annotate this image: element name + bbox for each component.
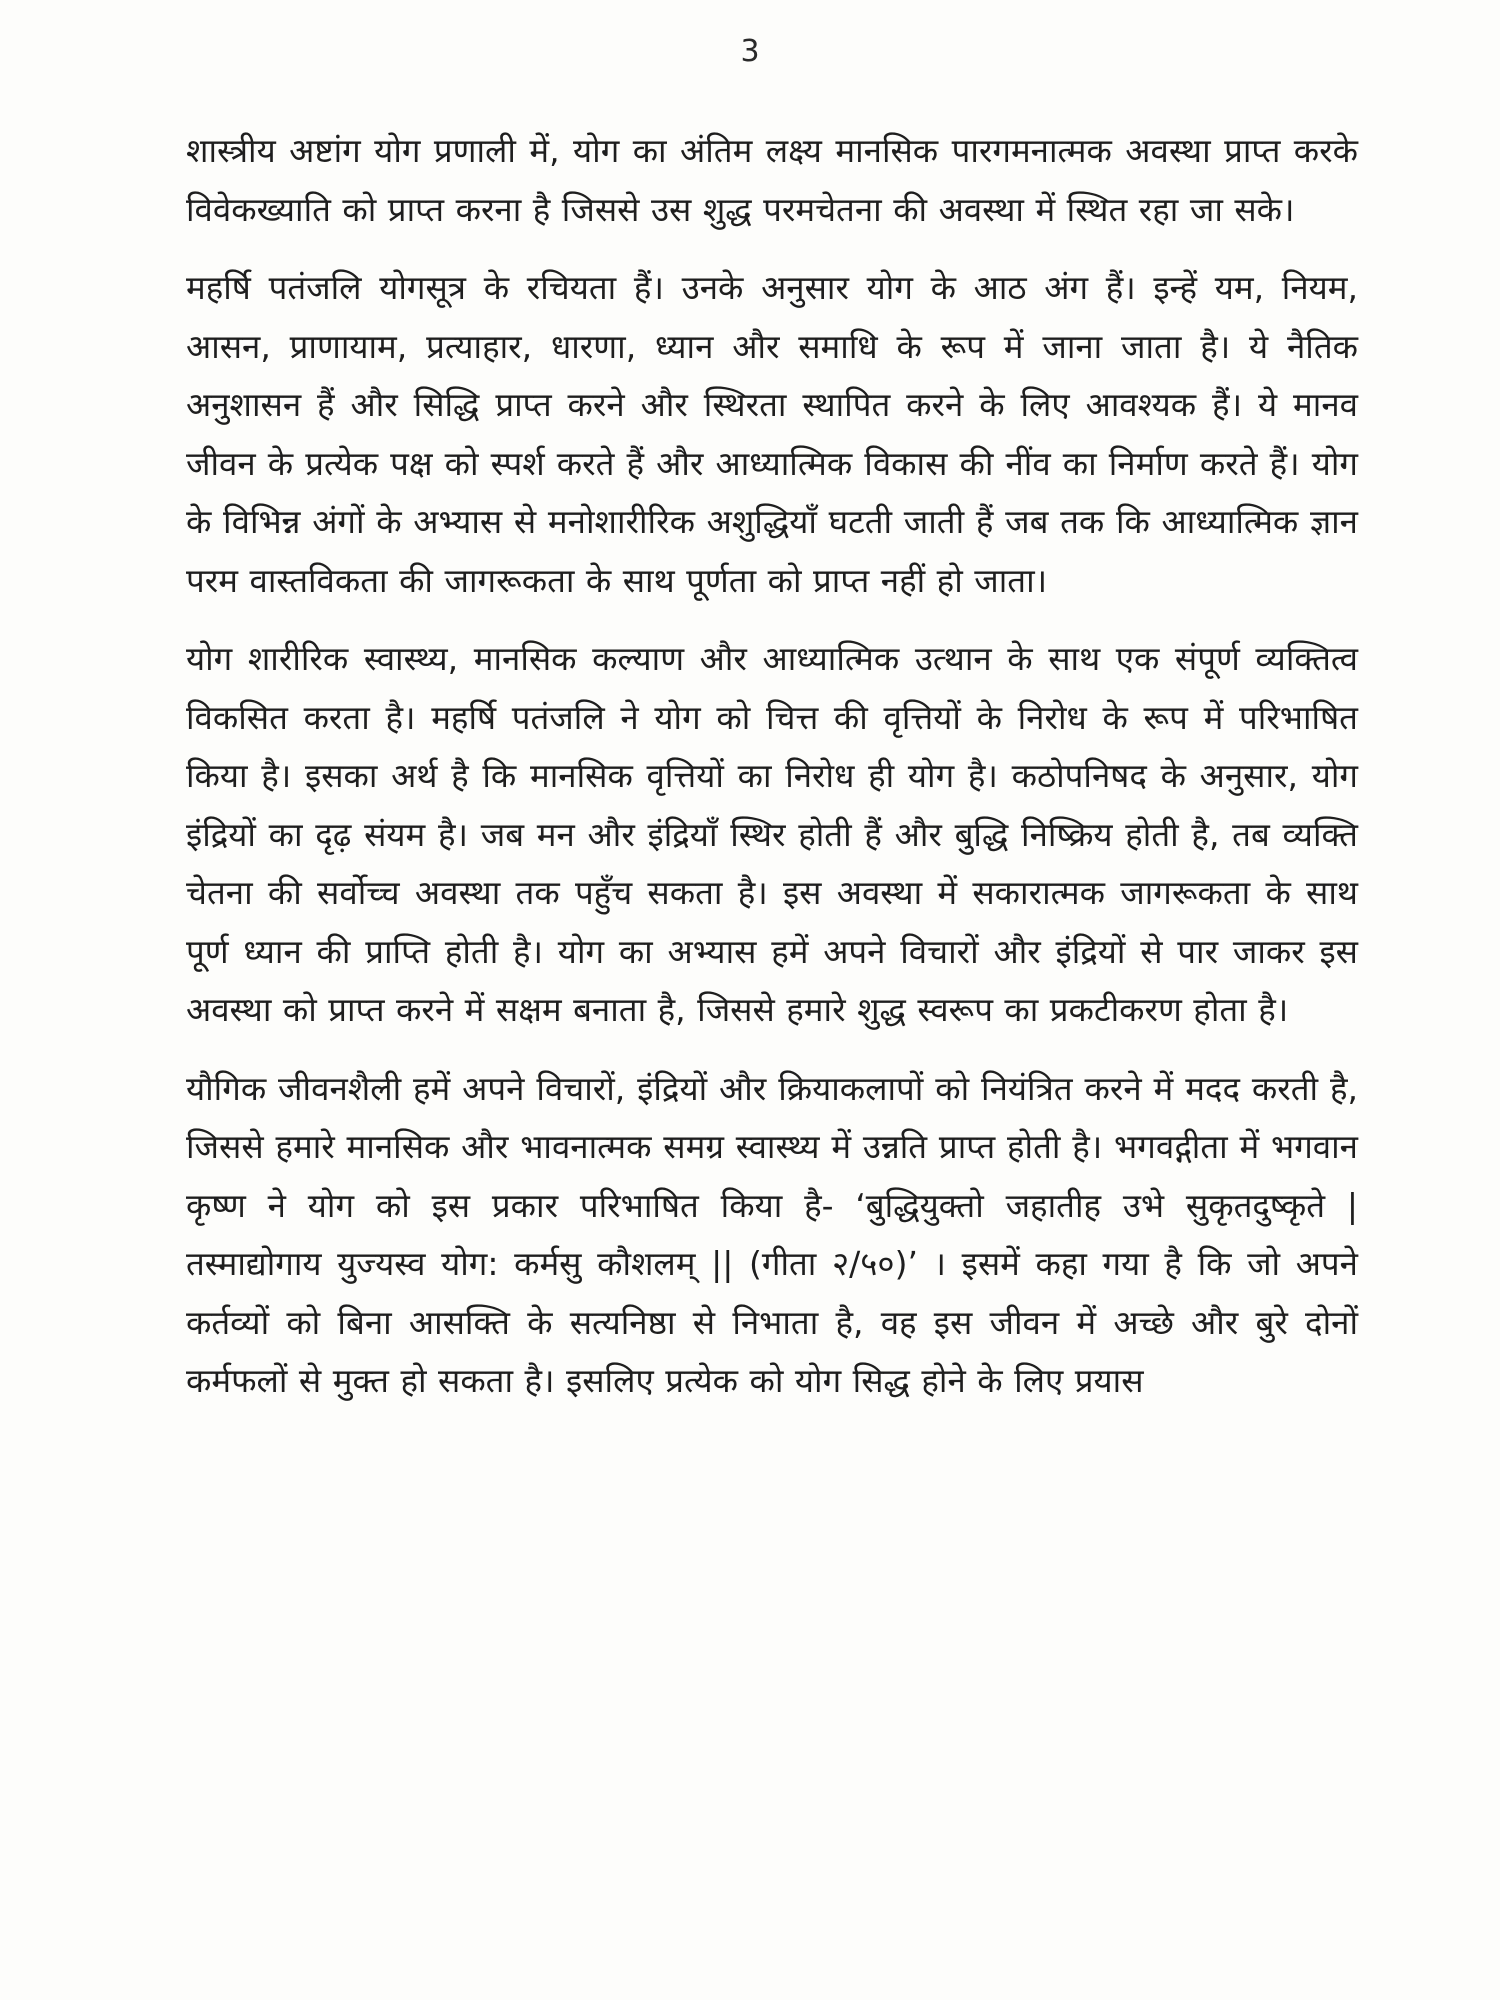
paragraph-yogic-lifestyle-gita: यौगिक जीवनशैली हमें अपने विचारों, इंद्रियों और क्रियाकलापों को नियंत्रित करने में मदद करती है, जिससे हमारे मानसिक और भावनात्मक समग्र स्वास्थ्य में उन्नति प्राप्त होती है। भगवद्गीता में भगवान कृष्ण ने योग को इस प्रकार परिभाषित किया है- ‘बुद्धियुक्तो जहातीह उभे सुकृतदुष्कृते | तस्माद्योगाय युज्यस्व योग: कर्मसु कौशलम् || (गीता २/५०)’ । इसमें कहा गया है कि जो अपने कर्तव्यों को बिना आसक्ति के सत्यनिष्ठा से निभाता है, वह इस जीवन में अच्छे और बुरे दोनों कर्मफलों से मुक्त हो सकता है। इसलिए प्रत्येक को योग सिद्ध होने के लिए प्रयास xyxy=(186,1068,1358,1400)
paragraph-yoga-definition: योग शारीरिक स्वास्थ्य, मानसिक कल्याण और आध्यात्मिक उत्थान के साथ एक संपूर्ण व्यक्तित्व विकसित करता है। महर्षि पतंजलि ने योग को चित्त की वृत्तियों के निरोध के रूप में परिभाषित किया है। इसका अर्थ है कि मानसिक वृत्तियों का निरोध ही योग है। कठोपनिषद के अनुसार, योग इंद्रियों का दृढ़ संयम है। जब मन और इंद्रियाँ स्थिर होती हैं और बुद्धि निष्क्रिय होती है, तब व्यक्ति चेतना की सर्वोच्च अवस्था तक पहुँच सकता है। इस अवस्था में सकारात्मक जागरूकता के साथ पूर्ण ध्यान की प्राप्ति होती है। योग का अभ्यास हमें अपने विचारों और इंद्रियों से पार जाकर इस अवस्था को प्राप्त करने में सक्षम बनाता है, जिससे हमारे शुद्ध स्वरूप का प्रकटीकरण होता है। xyxy=(186,639,1358,1029)
paragraph-patanjali-eight-limbs: महर्षि पतंजलि योगसूत्र के रचियता हैं। उनके अनुसार योग के आठ अंग हैं। इन्हें यम, नियम, आसन, प्राणायाम, प्रत्याहार, धारणा, ध्यान और समाधि के रूप में जाना जाता है। ये नैतिक अनुशासन हैं और सिद्धि प्राप्त करने और स्थिरता स्थापित करने के लिए आवश्यक हैं। ये मानव जीवन के प्रत्येक पक्ष को स्पर्श करते हैं और आध्यात्मिक विकास की नींव का निर्माण करते हैं। योग के विभिन्न अंगों के अभ्यास से मनोशारीरिक अशुद्धियाँ घटती जाती हैं जब तक कि आध्यात्मिक ज्ञान परम वास्तविकता की जागरूकता के साथ पूर्णता को प्राप्त नहीं हो जाता। xyxy=(186,268,1358,600)
page-number: 3 xyxy=(740,34,760,69)
paragraph-ashtanga-goal: शास्त्रीय अष्टांग योग प्रणाली में, योग का अंतिम लक्ष्य मानसिक पारगमनात्मक अवस्था प्राप्त करके विवेकख्याति को प्राप्त करना है जिससे उस शुद्ध परमचेतना की अवस्था में स्थित रहा जा सके। xyxy=(186,131,1358,229)
body-text xyxy=(186,122,1358,1411)
